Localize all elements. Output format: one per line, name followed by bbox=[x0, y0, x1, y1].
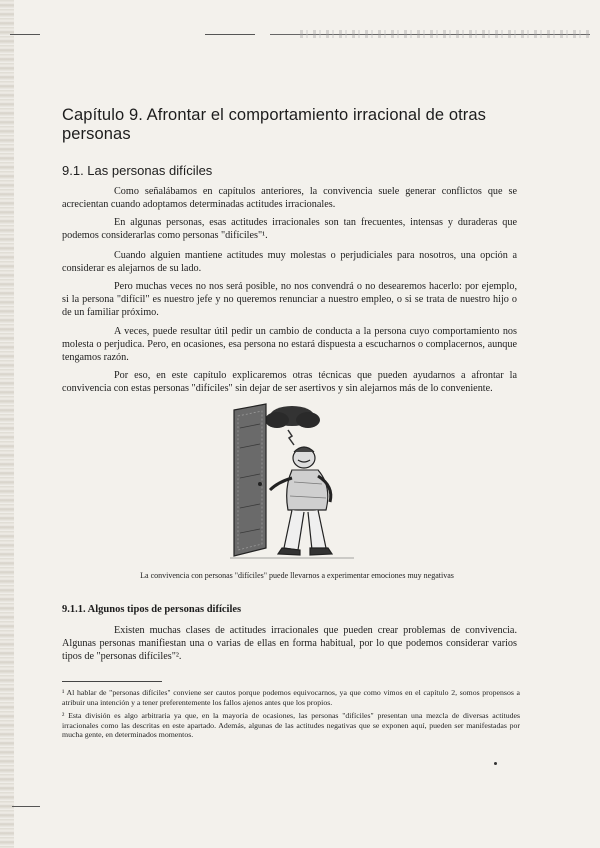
footer-rule bbox=[12, 806, 40, 807]
door-icon bbox=[234, 404, 266, 556]
footnote: ² Esta división es algo arbitraria ya que, en la mayoría de ocasiones, las personas "difíciles" presentan una mezcla de diversas actitudes irracionales como las descritas en este apartado. Además, algunas de las actitudes negativas que se exponen aquí, pueden ser manifestadas por mucha gente, en determinados momentos. bbox=[62, 711, 520, 740]
paragraph: Existen muchas clases de actitudes irracionales que pueden crear problemas de convivencia. Algunas personas manifiestan una o varias de ellas en forma habitual, por lo que podemos considerar varios tipos de "personas difíciles"². bbox=[62, 625, 517, 662]
paragraph: A veces, puede resultar útil pedir un cambio de conducta a la persona cuyo comportamiento nos molesta o perjudica. Pero, en ocasiones, esa persona no estará dispuesta a escucharnos o complacernos, aunque tengamos razón. bbox=[62, 326, 517, 363]
paragraph: En algunas personas, esas actitudes irracionales son tan frecuentes, intensas y duraderas que podemos considerarlas como personas "difíciles"¹. bbox=[62, 217, 517, 241]
illustration-frustrated-man-at-door bbox=[222, 398, 362, 566]
footnote: ¹ Al hablar de "personas difíciles" conviene ser cautos porque podemos equivocarnos, ya que como vimos en el capítulo 2, somos propensos a atribuir una intención y a tener preferentemente los fallos ajenos antes que los propios. bbox=[62, 688, 520, 707]
paragraph: Pero muchas veces no nos será posible, no nos convendrá o no desearemos hacerlo: por ejemplo, si la persona "difícil" es nuestro jefe y no queremos renunciar a nuestro empleo, o si se trata de nuestro hijo o de un familiar próximo. bbox=[62, 281, 517, 318]
paragraph: Como señalábamos en capítulos anteriores, la convivencia suele generar conflictos que se acrecientan cuando adoptamos determinadas actitudes irracionales. bbox=[62, 186, 517, 210]
scan-edge-artifact bbox=[0, 0, 14, 848]
person-figure-icon bbox=[270, 447, 332, 555]
paragraph: Por eso, en este capítulo explicaremos otras técnicas que pueden ayudarnos a afrontar la convivencia con estas personas "difíciles" sin dejar de ser asertivos y sin alejarnos más de lo conveniente. bbox=[62, 370, 517, 394]
figure-caption: La convivencia con personas "difíciles" puede llevarnos a experimentar emociones muy negativas bbox=[140, 571, 454, 580]
storm-cloud-icon bbox=[265, 406, 320, 445]
subsection-title: 9.1.1. Algunos tipos de personas difíciles bbox=[62, 604, 242, 615]
scan-speck bbox=[494, 762, 497, 765]
section-title: 9.1. Las personas difíciles bbox=[62, 163, 213, 178]
chapter-title: Capítulo 9. Afrontar el comportamiento irracional de otras personas bbox=[62, 106, 487, 143]
paragraph: Cuando alguien mantiene actitudes muy molestas o perjudiciales para nosotros, una opción a considerar es alejarnos de su lado. bbox=[62, 250, 517, 274]
footnote-divider bbox=[62, 681, 162, 682]
header-scan-noise bbox=[300, 30, 590, 38]
header-rule bbox=[10, 34, 40, 35]
header-rule bbox=[205, 34, 255, 35]
